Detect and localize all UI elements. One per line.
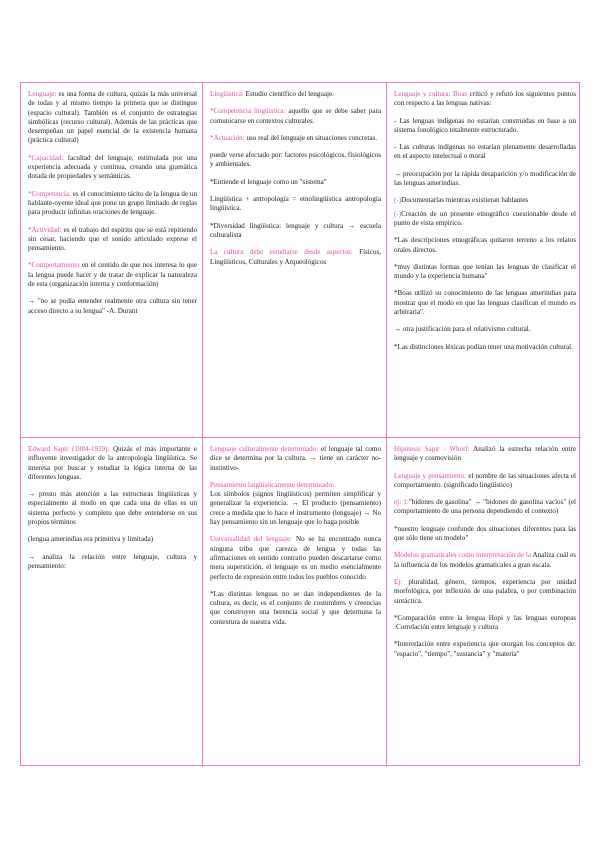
paragraph-text: aquello que se debe saber para comunicarse en contextos culturales. xyxy=(210,107,381,125)
paragraph-text: el nombre de las situaciones afecta el comportamiento. (significado lingüístico) xyxy=(394,471,576,489)
paragraph-text: en el centido de que nos interesa lo que la lengua puede hacer y de tratar de explicar la naturaleza de esta (organización interna y conformación) xyxy=(28,261,197,289)
paragraph-text: facultad del lenguaje, estimulada por una experiencia adecuada y continua, creando una gramática dotada de propiedades y semánticas. xyxy=(28,153,197,181)
paragraph xyxy=(394,90,576,109)
paragraph-text: No se ha encontrado nunca ninguna tribu que carezca de lengua y todas las afirmaciones en sentido contrario pueden descartarse como mera superstición, el lenguaje es un medio esencialmente perfecto de expresión entre todos los pueblos conocido xyxy=(210,535,381,581)
paragraph: Lingüística + antropología = etnolingüística antropología lingüística. xyxy=(210,195,381,213)
paragraph-text: uso real del lenguaje en situaciones concretas. xyxy=(244,133,378,142)
term-label: Edward Sapir (1884-1939): xyxy=(28,445,110,453)
paragraph: → otra justificación para el relativismo cultural. xyxy=(394,325,531,334)
cell-lenguaje-cultura xyxy=(21,83,203,438)
paragraph: *nuestro lenguaje confunde dos situaciones diferentes para las que sólo tiene un modelo" xyxy=(394,524,576,543)
cell-sapir xyxy=(21,438,203,767)
paragraph xyxy=(28,190,197,218)
paragraph-text: Físicos, Lingüísticos, Culturales y Arqueológicos xyxy=(210,248,381,266)
paragraph xyxy=(394,498,576,517)
paragraph xyxy=(394,196,576,205)
term-label: Modelos gramaticales como interpretación de la xyxy=(394,551,531,560)
paragraph-text: Documentarlas mientras existieran hablantes xyxy=(401,196,529,205)
paragraph: *Las distintas lenguas no se dan independientes de la cultura, es decir, es el conjunto de costumbres y creencias que construyen una herencia social y que determina la contextura de nuestra vida. xyxy=(210,589,381,626)
cell-boas xyxy=(387,83,581,438)
term-label: Lingüística: xyxy=(210,90,244,98)
paragraph xyxy=(394,472,576,491)
paragraph-text: es el conocimiento tácito de la lengua de un hablante-oyente ideal que pone un grupo limitado de reglas para producir infinitas oraciones de lenguaje. xyxy=(28,189,197,217)
paragraph xyxy=(28,154,197,182)
paragraph xyxy=(28,90,197,146)
term-label: Hipótesis Sapir - Whorf: xyxy=(394,445,470,453)
paragraph: → analiza la relación entre lenguaje, cultura y pensamiento: xyxy=(28,552,197,570)
paragraph xyxy=(394,578,576,606)
paragraph-text: Analiza cuál es la influencia de los modelos gramaticales a gran escala. xyxy=(394,551,576,569)
paragraph-text: es una forma de cultura, quizás la más universal de todas y al mismo tiempo la primera que se distingue (espacio cultural). También es el conjunto de estrategias simbólicas (recurso cultural). Además de las prácticas que desempeñan un papel esencial de la existencia humana (práctica cultural) xyxy=(28,90,197,145)
term-label: ej: 1: xyxy=(394,498,409,507)
paragraph xyxy=(210,535,381,581)
paragraph: puede verse afectado por: factores psicológicos, fisiológicos y ambientales. xyxy=(210,151,381,169)
quote: → "no se podía entender realmente otra cultura sin tener acceso directo a su lengua" -A. Durant xyxy=(28,297,197,315)
paragraph-text: Creación de un presente etnográfico cuestionable desde el punto de vista empírico. xyxy=(394,209,576,227)
term-label: Pensamiento lingüísticamente determinado: xyxy=(210,480,335,489)
paragraph: - Las culturas indígenas no estarían plenamente desarrolladas en el aspecto intelectual o moral xyxy=(394,143,576,161)
paragraph xyxy=(394,551,576,570)
paragraph: *Diversidad lingüística: lenguaje y cultura → escuela culturalista xyxy=(210,221,381,239)
paragraph xyxy=(28,445,197,482)
paragraph xyxy=(210,90,381,99)
paragraph-text: Analizó la estrecha relación entre lenguaje y cosmovisión xyxy=(394,445,576,463)
paragraph-text: "bidones de gasolina" → "bidones de gasolina vacíos" (el comportamiento de una persona dependiendo el contexto) xyxy=(394,498,576,516)
paragraph xyxy=(210,445,381,473)
term-label: (-) xyxy=(394,196,402,205)
cell-linguistica xyxy=(203,83,387,438)
paragraph xyxy=(210,481,381,527)
paragraph: - Las lenguas indígenas no estarían construidas en base a un sistema fonológico totalmente estructurado. xyxy=(394,116,576,134)
paragraph-text: es el trabajo del espíritu que se está repitiendo sin cesar, haciendo que el sonido articulado exprese el pensamiento. xyxy=(28,225,197,253)
paragraph-text: Quizás el más importante e influyente investigador de la antropología lingüística. Se interesa por buscar y estudiar la lógica interna de las diferentes lenguas. xyxy=(28,445,198,481)
paragraph xyxy=(210,248,381,267)
term-label: Lenguaje: xyxy=(28,90,57,98)
term-label: *Competencia lingüística: xyxy=(210,107,286,116)
term-label: *Competencia: xyxy=(28,189,71,198)
paragraph xyxy=(28,226,197,254)
term-label: *Capacidad: xyxy=(28,153,64,162)
paragraph: → presto más atención a las estructuras lingüísticas y especialmente al modo en que cada una de ellas es un sistema perfecto y completo que debe entenderse en sus propios términos xyxy=(28,490,197,527)
cell-lenguaje-pensamiento xyxy=(203,438,387,767)
term-label: Lenguaje y pensamiento: xyxy=(394,471,467,480)
term-label: Lenguaje culturalmente determinado: xyxy=(210,445,319,453)
paragraph: *Interrelación entre experiencia que otorgan los conceptos de: "espacio", "tiempo", "sustancia" y "materia" xyxy=(394,640,576,658)
paragraph-text: el lenguaje tal como dice se determina por la cultura. → tiene un carácter no-instintivo- xyxy=(210,445,381,472)
paragraph-text: Los símbolos (signos lingüísticos) permiten simplificar y generalizar la experiencia. → El producto (pensamiento) crece a medida que lo hace el instrumento (lenguaje) → No hay pensamiento sin un lenguaje que lo haga posible xyxy=(210,490,381,527)
paragraph: *Las descripciones etnográficas quitaron terreno a los relatos orales directos. xyxy=(394,236,576,254)
paragraph xyxy=(210,107,381,126)
paragraph: → preocupación por la rápida desaparición y/o modificación de las lenguas amerindias. xyxy=(394,169,576,188)
paragraph-text: pluralidad, género, tiempos, experiencia por unidad morfológica, por inflexión de una palabra, o por combinación sintáctica. xyxy=(394,577,576,605)
cell-sapir-whorf xyxy=(387,438,581,767)
paragraph xyxy=(394,445,576,464)
term-label: *Actividad: xyxy=(28,225,62,234)
notes-table xyxy=(20,82,580,766)
term-label: *Comportamiento xyxy=(28,261,80,270)
paragraph: *Boas utilizó su conocimiento de las lenguas amerindias para mostrar que el modo en que las lenguas clasifican el mundo es arbitraria". xyxy=(394,289,576,317)
term-label: (-) xyxy=(394,209,402,218)
paragraph xyxy=(210,134,381,143)
paragraph: *muy distintas formas que tenían las lenguas de clasificar el mundo y la experiencia humana" xyxy=(394,262,576,281)
paragraph-text: Estudio científico del lenguaje. xyxy=(243,90,334,98)
paragraph: (lengua amerindias era primitiva y limitada) xyxy=(28,535,154,544)
paragraph xyxy=(394,210,576,229)
paragraph: *Las distinciones léxicas podían tener una motivación cultural. xyxy=(394,342,573,351)
term-label: Lenguaje y cultura: Boas xyxy=(394,90,468,98)
term-label: La cultura debe estudiarse desde aspectos: xyxy=(210,248,353,257)
term-label: *Actuación: xyxy=(210,133,245,142)
term-label: Universalidad del lenguaje: xyxy=(210,535,293,544)
paragraph: *Comparación entre la lengua Hopi y las lenguas europeas :Correlación entre lenguaje y cultura xyxy=(394,613,576,632)
paragraph xyxy=(28,261,197,289)
term-label: Ej: xyxy=(394,577,403,586)
paragraph-text: criticó y refutó los siguientes puntos con respecto a las lenguas nativas: xyxy=(394,90,576,108)
paragraph: *Entiende el lenguaje como un "sistema" xyxy=(210,177,327,186)
